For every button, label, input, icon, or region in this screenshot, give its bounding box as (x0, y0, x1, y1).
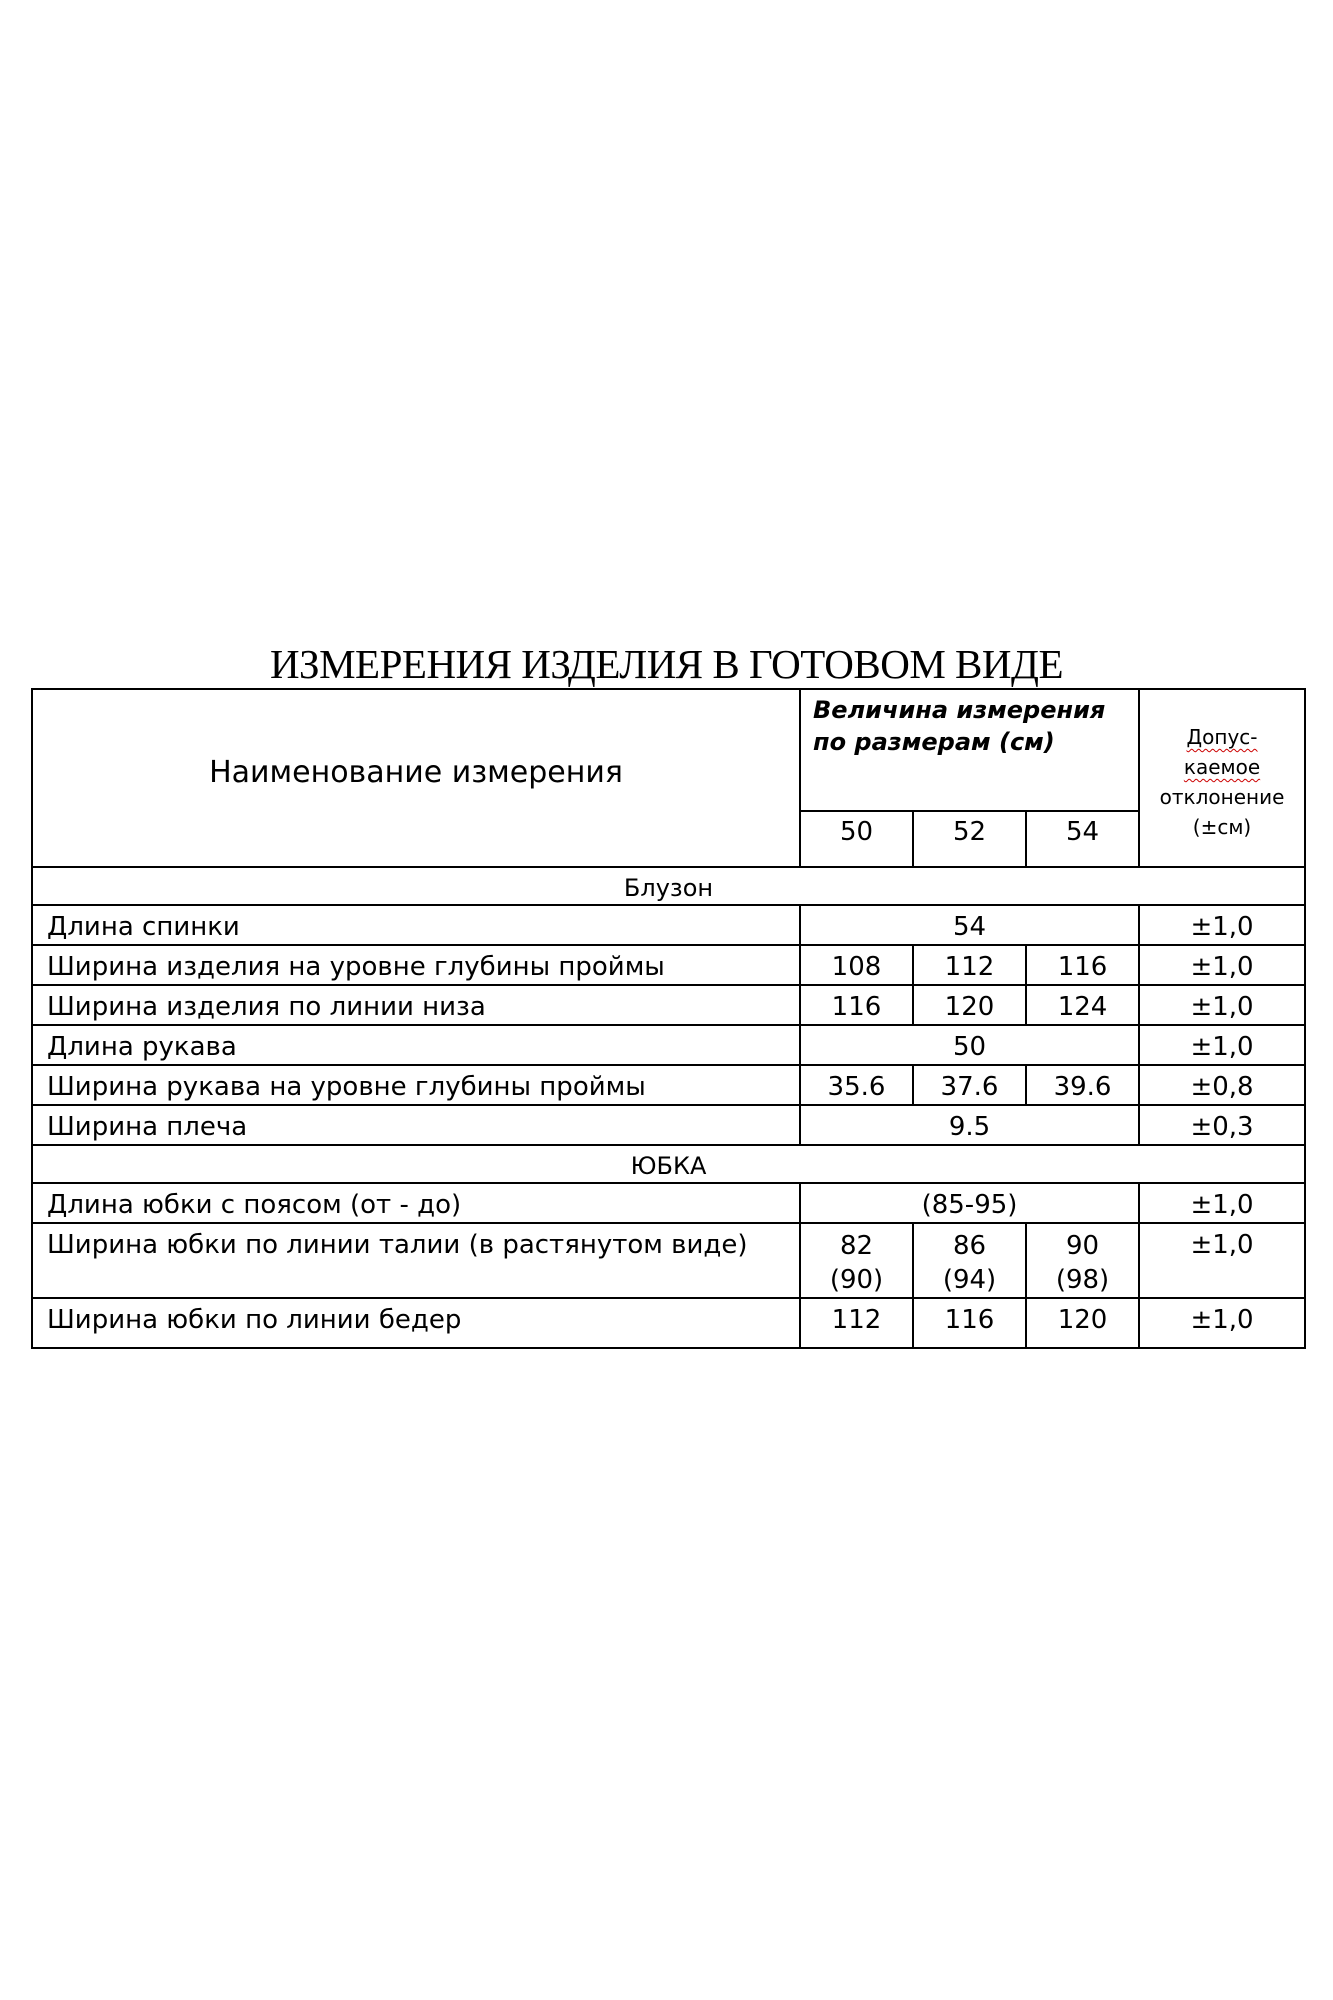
value-stretched: (94) (942, 1265, 997, 1295)
table-row (32, 1025, 1305, 1065)
row-name: Ширина изделия по линии низа (32, 985, 800, 1025)
section-label: Блузон (32, 867, 1305, 905)
measurements-table (31, 688, 1306, 1349)
row-name: Ширина рукава на уровне глубины проймы (32, 1065, 800, 1105)
row-tolerance: ±1,0 (1139, 945, 1305, 985)
row-tolerance: ±1,0 (1139, 1183, 1305, 1223)
header-size-group: Величина измерения по размерам (см) (800, 689, 1139, 811)
size-50: 50 (800, 811, 913, 867)
tolerance-line4: (±см) (1192, 815, 1252, 839)
row-value: 112 (800, 1298, 913, 1348)
row-value: 37.6 (913, 1065, 1026, 1105)
table-row (32, 1223, 1305, 1298)
table-row (32, 1298, 1305, 1348)
table-row (32, 1065, 1305, 1105)
row-tolerance: ±1,0 (1139, 1298, 1305, 1348)
row-value: 112 (913, 945, 1026, 985)
size-54: 54 (1026, 811, 1139, 867)
value-main: 90 (1065, 1231, 1100, 1261)
table-row (32, 985, 1305, 1025)
row-tolerance: ±0,8 (1139, 1065, 1305, 1105)
tolerance-line1: Допус- (1186, 725, 1258, 749)
table-row (32, 1105, 1305, 1145)
row-tolerance: ±0,3 (1139, 1105, 1305, 1145)
row-value: 116 (1026, 945, 1139, 985)
row-value: 124 (1026, 985, 1139, 1025)
row-tolerance: ±1,0 (1139, 985, 1305, 1025)
row-tolerance: ±1,0 (1139, 905, 1305, 945)
row-value: 9.5 (800, 1105, 1139, 1145)
row-value: 39.6 (1026, 1065, 1139, 1105)
row-value: (85-95) (800, 1183, 1139, 1223)
row-name: Ширина юбки по линии бедер (32, 1298, 800, 1348)
section-label: ЮБКА (32, 1145, 1305, 1183)
table-row (32, 1183, 1305, 1223)
tolerance-line2: каемое (1183, 755, 1261, 779)
size-52: 52 (913, 811, 1026, 867)
row-value: 35.6 (800, 1065, 913, 1105)
row-value: 120 (913, 985, 1026, 1025)
row-tolerance: ±1,0 (1139, 1025, 1305, 1065)
table-row (32, 905, 1305, 945)
row-value: 108 (800, 945, 913, 985)
row-name: Ширина плеча (32, 1105, 800, 1145)
table-row (32, 945, 1305, 985)
row-name: Длина юбки с поясом (от - до) (32, 1183, 800, 1223)
row-value (1026, 1223, 1139, 1298)
row-name: Ширина юбки по линии талии (в растянутом виде) (32, 1223, 800, 1298)
row-value (913, 1223, 1026, 1298)
row-value: 116 (913, 1298, 1026, 1348)
tolerance-line3: отклонение (1159, 785, 1285, 809)
row-value: 50 (800, 1025, 1139, 1065)
value-stretched: (98) (1055, 1265, 1110, 1295)
row-name: Длина рукава (32, 1025, 800, 1065)
header-tolerance (1139, 689, 1305, 867)
value-main: 86 (952, 1231, 987, 1261)
header-name: Наименование измерения (32, 689, 800, 867)
row-value: 54 (800, 905, 1139, 945)
row-name: Ширина изделия на уровне глубины проймы (32, 945, 800, 985)
row-value (800, 1223, 913, 1298)
row-tolerance: ±1,0 (1139, 1223, 1305, 1298)
row-name: Длина спинки (32, 905, 800, 945)
page-title: ИЗМЕРЕНИЯ ИЗДЕЛИЯ В ГОТОВОМ ВИДЕ (269, 641, 1064, 687)
row-value: 116 (800, 985, 913, 1025)
value-stretched: (90) (829, 1265, 884, 1295)
value-main: 82 (839, 1231, 874, 1261)
row-value: 120 (1026, 1298, 1139, 1348)
